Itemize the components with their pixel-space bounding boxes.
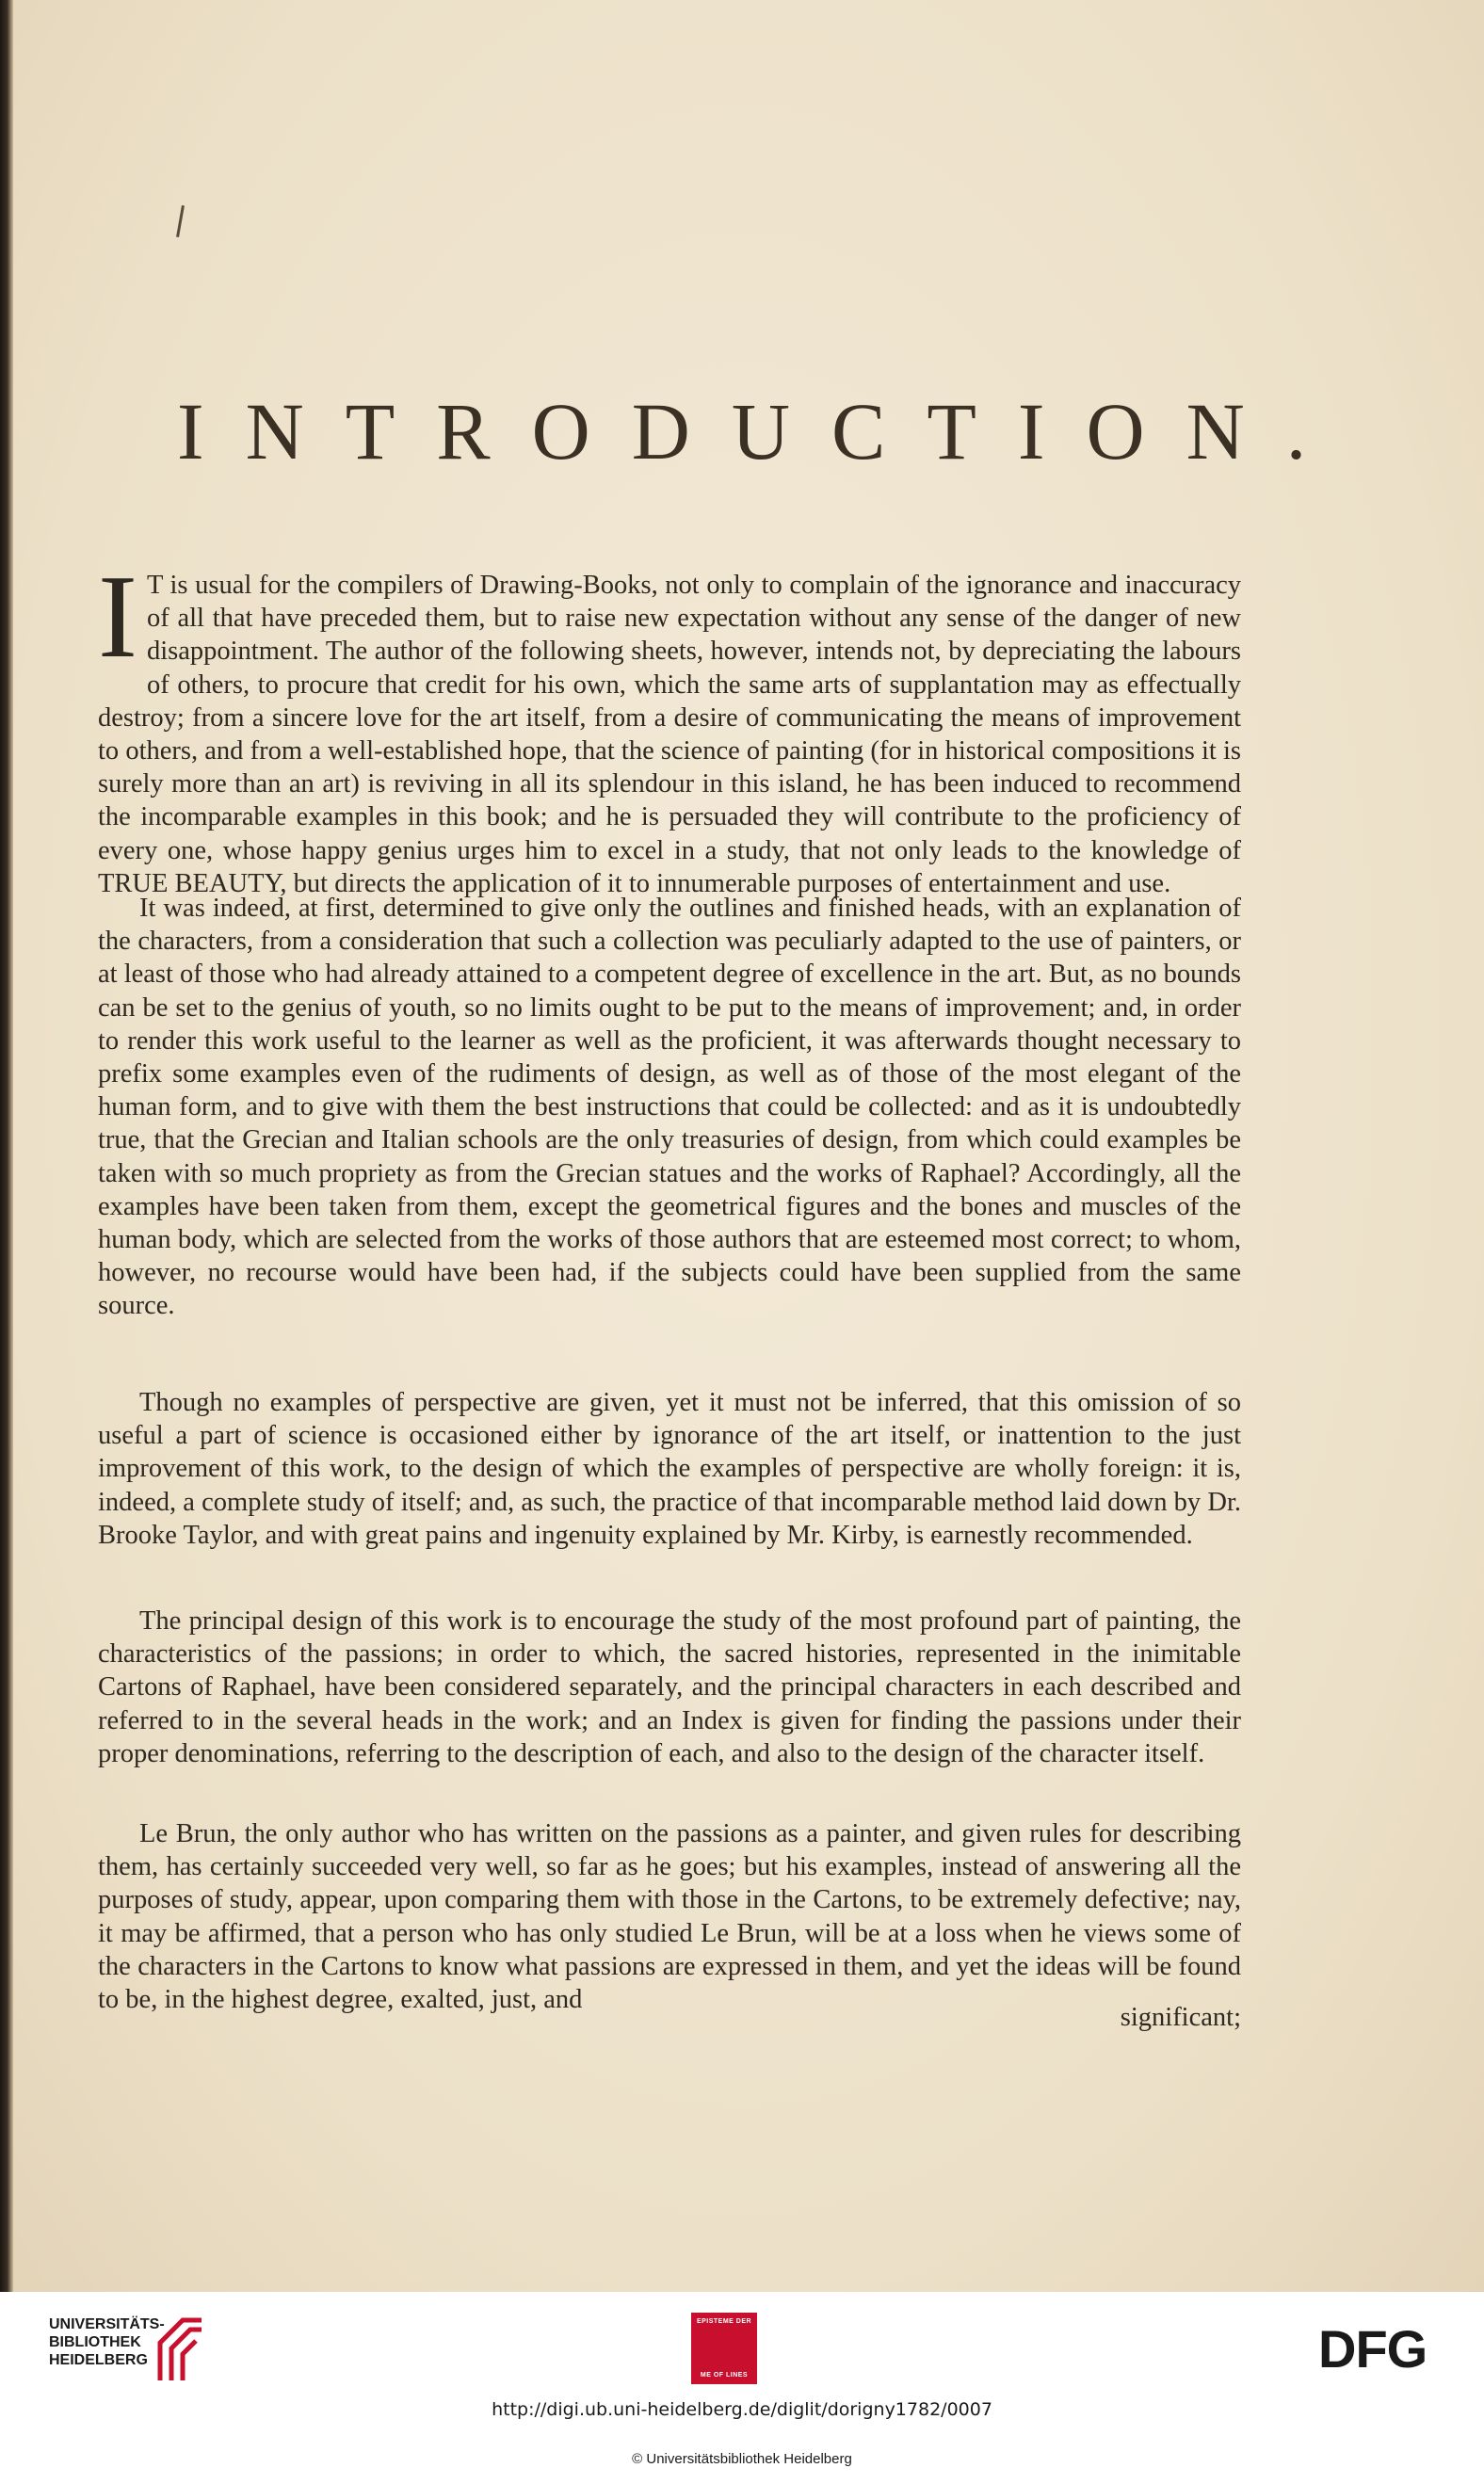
page-title: INTRODUCTION.: [177, 386, 1348, 476]
library-name-line-1: UNIVERSITÄTS-: [49, 2316, 165, 2332]
paragraph-4: [98, 1605, 1241, 1770]
project-logo-top-text: EPISTEME DER: [696, 2318, 752, 2325]
copyright-notice: © Universitätsbibliothek Heidelberg: [632, 2451, 852, 2467]
project-logo[interactable]: [691, 2313, 757, 2384]
catchword: significant;: [1120, 2003, 1241, 2032]
permalink-url[interactable]: http://digi.ub.uni-heidelberg.de/diglit/dorigny1782/0007: [492, 2399, 992, 2420]
paragraph-1-text: T is usual for the compilers of Drawing-Books, not only to complain of the ignorance and inaccuracy of all that have preceded them, but to raise new expectation without any sense of the danger of new disappointment. The author of the following sheets, however, intends not, by depreciating the labours of others, to procure that credit for his own, which the same arts of supplantation may as effectually destroy; from a sincere love for the art itself, from a desire of communicating the means of improvement to others, and from a well-established hope, that the science of painting (for in historical compositions it is surely more than an art) is reviving in all its splendour in this island, he has been induced to recommend the incomparable examples in this book; and he is persuaded they will contribute to the proficiency of every one, whose happy genius urges him to excel in a study, that not only leads to the knowledge of TRUE BEAUTY, but directs the application of it to innumerable purposes of entertainment and use.: [98, 571, 1241, 898]
library-logo-text[interactable]: [49, 2315, 165, 2369]
paragraph-2: [98, 892, 1241, 1323]
paragraph-3-text: Though no examples of perspective are given, yet it must not be inferred, that this omission of so useful a part of science is occasioned either by ignorance of the art itself, or inattention to the just improvement of this work, to the design of which the examples of perspective are wholly foreign: it is, indeed, a complete study of itself; and, as such, the practice of that incomparable method laid down by Dr. Brooke Taylor, and with great pains and ingenuity explained by Mr. Kirby, is earnestly recommended.: [98, 1388, 1241, 1550]
drop-cap: I: [98, 552, 137, 683]
dfg-logo[interactable]: DFG: [1318, 2319, 1428, 2379]
paragraph-5-text: Le Brun, the only author who has written on the passions as a painter, and given rules for describing them, has certainly succeeded very well, so far as he goes; but his examples, instead of answering all the purposes of study, appear, upon comparing them with those in the Cartons, to be extremely defective; nay, it may be affirmed, that a person who has only studied Le Brun, will be at a loss when he views some of the characters in the Cartons to know what passions are expressed in them, and yet the ideas will be found to be, in the highest degree, exalted, just, and: [98, 1819, 1241, 2015]
library-logo-icon[interactable]: [154, 2311, 207, 2382]
paragraph-2-text: It was indeed, at first, determined to give only the outlines and finished heads, with an explanation of the characters, from a consideration that such a collection was peculiarly adapted to the use of painters, or at least of those who had already attained to a competent degree of excellence in the art. But, as no bounds can be set to the genius of youth, so no limits ought to be put to the means of improvement; and, in order to render this work useful to the learner as well as the proficient, it was afterwards thought necessary to prefix some examples even of the rudiments of design, as well as of those of the most elegant of the human form, and to give with them the best instructions that could be collected: and as it is undoubtedly true, that the Grecian and Italian schools are the only treasuries of design, from which could examples be taken with so much propriety as from the Grecian statues and the works of Raphael? Accordingly, all the examples have been taken from them, except the geometrical figures and the bones and muscles of the human body, which are selected from the works of those authors that are esteemed most correct; to whom, however, no recourse would have been had, if the subjects could have been supplied from the same source.: [98, 894, 1241, 1321]
paragraph-1: [98, 552, 1241, 900]
book-spine-edge: [0, 0, 13, 2292]
paragraph-4-text: The principal design of this work is to encourage the study of the most profound part of painting, the characteristics of the passions; in order to which, the sacred histories, represented in the inimitable Cartons of Raphael, have been considered separately, and the principal characters in each described and referred to in the several heads in the work; and an Index is given for finding the passions under their proper denominations, referring to the description of each, and also to the design of the character itself.: [98, 1606, 1241, 1768]
paragraph-5: [98, 1817, 1241, 2016]
project-logo-bottom-text: ME OF LINES: [700, 2372, 749, 2379]
library-name-line-3: HEIDELBERG: [49, 2352, 148, 2368]
paragraph-3: [98, 1386, 1241, 1552]
library-name-line-2: BIBLIOTHEK: [49, 2334, 141, 2350]
